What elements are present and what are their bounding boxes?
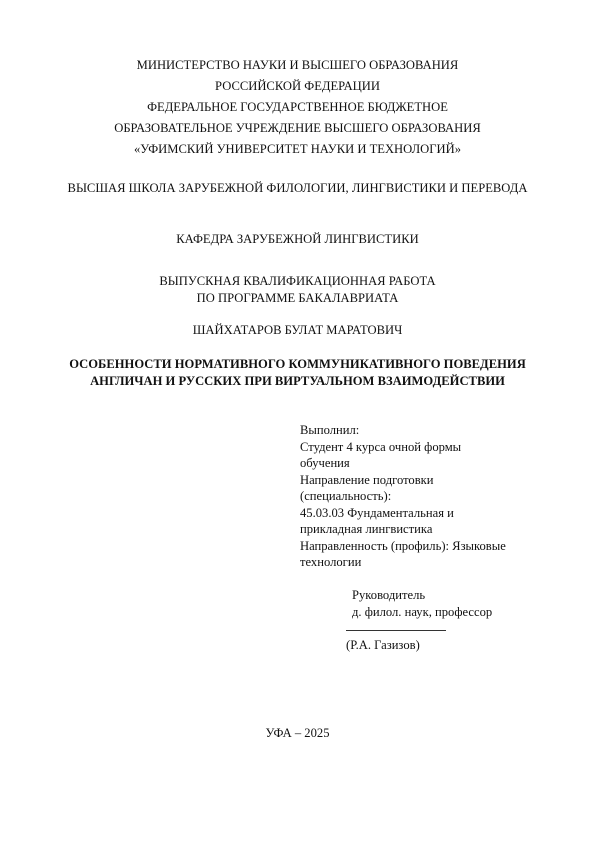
ministry-line: ОБРАЗОВАТЕЛЬНОЕ УЧРЕЖДЕНИЕ ВЫСШЕГО ОБРАЗОВАНИЯ	[114, 121, 481, 135]
ministry-line: МИНИСТЕРСТВО НАУКИ И ВЫСШЕГО ОБРАЗОВАНИЯ	[136, 58, 459, 72]
school-name: ВЫСШАЯ ШКОЛА ЗАРУБЕЖНОЙ ФИЛОЛОГИИ, ЛИНГВИСТИКИ И ПЕРЕВОДА	[67, 181, 528, 195]
department-name: КАФЕДРА ЗАРУБЕЖНОЙ ЛИНГВИСТИКИ	[176, 232, 419, 246]
signature-line	[346, 630, 446, 631]
supervisor-label: Руководитель	[352, 588, 426, 602]
supervisor-degree: д. филол. наук, профессор	[352, 604, 493, 619]
ministry-header	[0, 55, 595, 160]
performer-block	[300, 422, 560, 571]
performer-line: Студент 4 курса очной формы	[300, 439, 462, 454]
thesis-title-line: ОСОБЕННОСТИ НОРМАТИВНОГО КОММУНИКАТИВНОГО ПОВЕДЕНИЯ	[69, 357, 526, 371]
work-type-line: ПО ПРОГРАММЕ БАКАЛАВРИАТА	[196, 290, 399, 305]
university-name: «УФИМСКИЙ УНИВЕРСИТЕТ НАУКИ И ТЕХНОЛОГИЙ»	[133, 142, 462, 156]
performer-line: технологии	[300, 555, 362, 569]
author-name: ШАЙХАТАРОВ БУЛАТ МАРАТОВИЧ	[192, 323, 403, 337]
performer-line: (специальность):	[300, 489, 392, 503]
work-type	[0, 273, 595, 306]
work-type-line: ВЫПУСКНАЯ КВАЛИФИКАЦИОННАЯ РАБОТА	[159, 274, 436, 288]
performer-line: Выполнил:	[300, 423, 360, 437]
ministry-line: РОССИЙСКОЙ ФЕДЕРАЦИИ	[215, 79, 380, 93]
performer-line: прикладная лингвистика	[300, 522, 433, 536]
ministry-line: ФЕДЕРАЛЬНОЕ ГОСУДАРСТВЕННОЕ БЮДЖЕТНОЕ	[147, 100, 448, 114]
performer-line: 45.03.03 Фундаментальная и	[300, 505, 454, 520]
city-year: УФА – 2025	[265, 726, 330, 740]
supervisor-block	[352, 587, 572, 620]
supervisor-name: (Р.А. Газизов)	[346, 638, 420, 652]
thesis-title-line: АНГЛИЧАН И РУССКИХ ПРИ ВИРТУАЛЬНОМ ВЗАИМОДЕЙСТВИИ	[90, 374, 505, 388]
performer-line: Направление подготовки	[300, 472, 434, 487]
thesis-title	[0, 356, 595, 390]
performer-line: Направленность (профиль): Языковые	[300, 538, 506, 553]
performer-line: обучения	[300, 456, 350, 470]
